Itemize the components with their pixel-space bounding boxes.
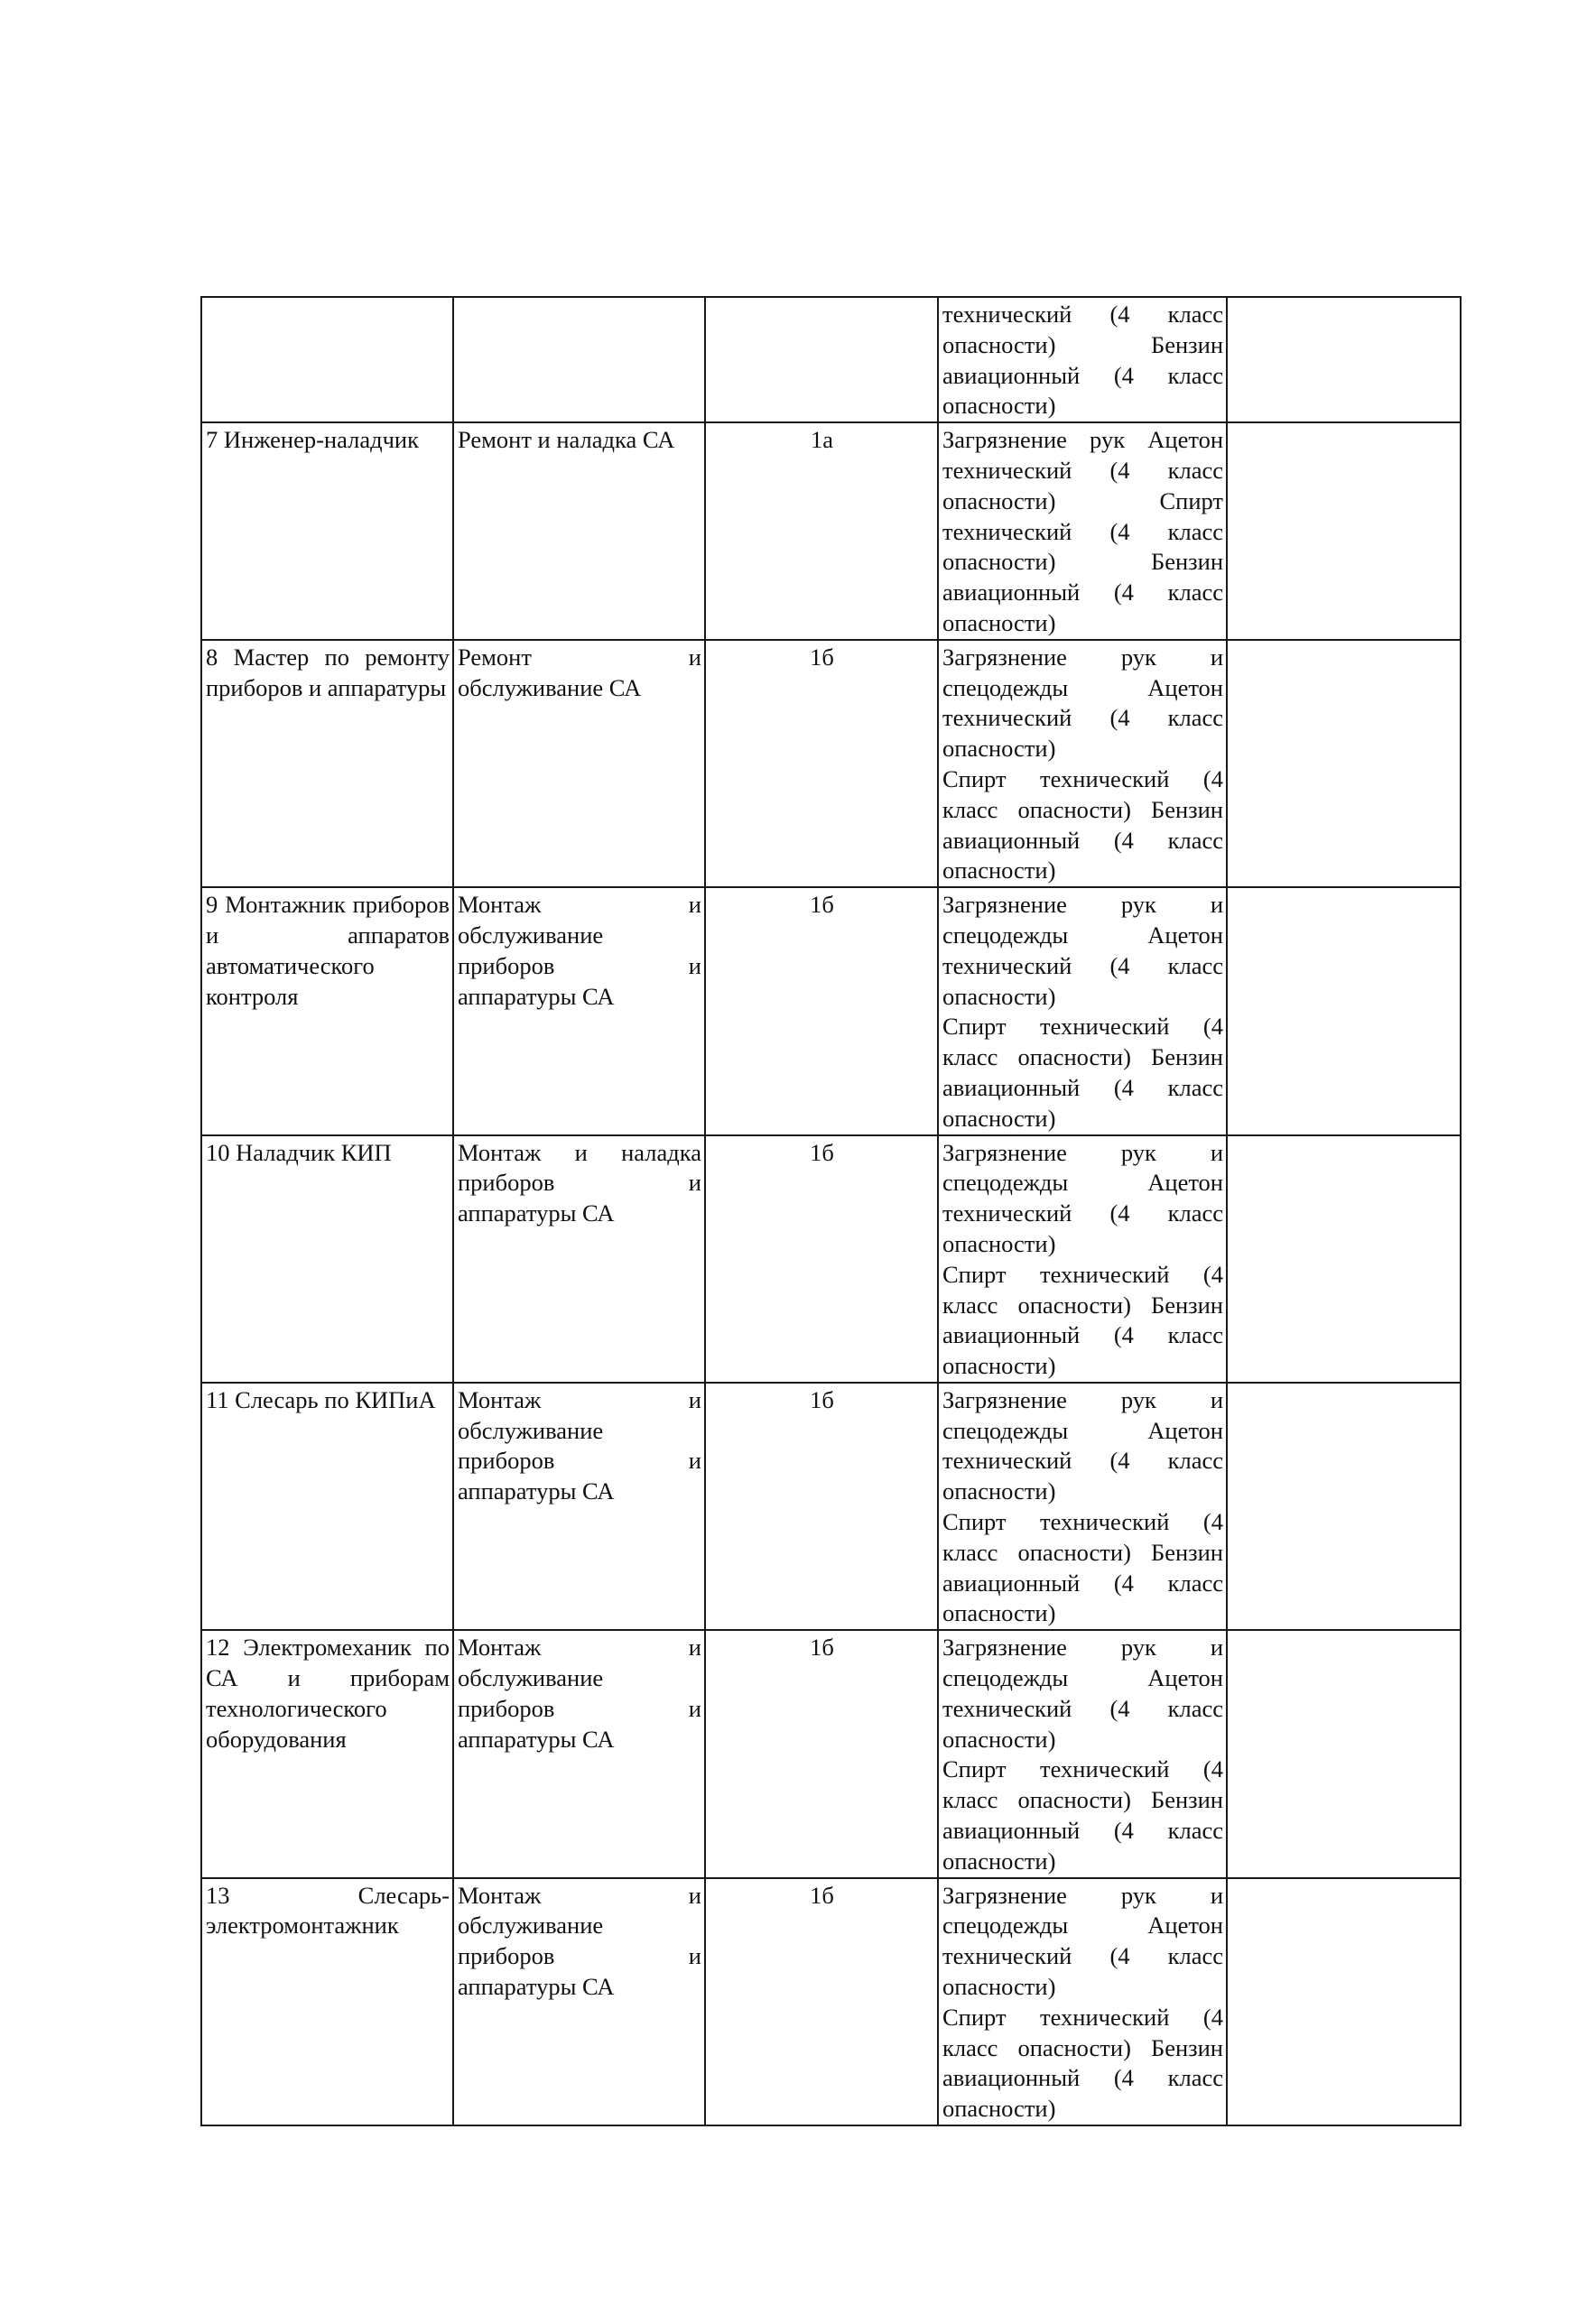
work-line: приборов и xyxy=(458,1694,701,1722)
factor-line: опасности) xyxy=(942,856,1056,884)
factor-line: опасности) xyxy=(942,1352,1056,1380)
work-cell xyxy=(453,1383,705,1630)
work-line: аппаратуры СА xyxy=(458,1725,615,1753)
work-line: приборов и xyxy=(458,1942,701,1970)
factor-line: технический (4 класс xyxy=(942,704,1223,732)
factor-line: спецодежды Ацетон xyxy=(942,1912,1223,1940)
factor-line: технический (4 класс xyxy=(942,1199,1223,1227)
profession-cell: 10 Наладчик КИП xyxy=(201,1135,453,1383)
factor-line: опасности) xyxy=(942,735,1056,763)
factor-line: технический (4 класс xyxy=(942,1447,1223,1475)
work-line: Монтаж и наладка xyxy=(458,1138,701,1166)
factor-line: авиационный (4 класс xyxy=(942,1569,1223,1597)
table-row xyxy=(201,887,1461,1134)
hazard-factors-cell xyxy=(938,1878,1227,2125)
factor-line: Спирт технический (4 xyxy=(942,1755,1223,1783)
work-line: обслуживание xyxy=(458,1664,604,1692)
factor-line: спецодежды Ацетон xyxy=(942,673,1223,701)
work-cell xyxy=(453,1135,705,1383)
factor-line: авиационный (4 класс xyxy=(942,579,1223,606)
work-line: Монтаж и xyxy=(458,1385,701,1413)
factor-line: опасности) xyxy=(942,1847,1056,1875)
table-row xyxy=(201,1135,1461,1383)
hazard-factors-cell xyxy=(938,422,1227,640)
work-cell xyxy=(453,887,705,1134)
factor-line: опасности) Бензин xyxy=(942,330,1223,358)
hazard-class-cell: 1б xyxy=(705,1630,938,1877)
factor-line: опасности) xyxy=(942,392,1056,420)
hazard-factors-cell xyxy=(938,1383,1227,1630)
factor-line: Спирт технический (4 xyxy=(942,764,1223,792)
factor-line: опасности) Спирт xyxy=(942,486,1223,514)
hazard-table xyxy=(200,296,1462,2126)
note-cell xyxy=(1227,1630,1461,1877)
factor-line: авиационный (4 класс xyxy=(942,2064,1223,2092)
note-cell xyxy=(1227,1878,1461,2125)
factor-line: опасности) xyxy=(942,1104,1056,1132)
factor-line: технический (4 класс xyxy=(942,951,1223,979)
factor-line: технический (4 класс xyxy=(942,456,1223,484)
work-line: обслуживание xyxy=(458,1416,604,1444)
table-row xyxy=(201,1630,1461,1877)
work-line: приборов и xyxy=(458,1447,701,1475)
work-line: Монтаж и xyxy=(458,1634,701,1662)
work-cell xyxy=(453,1878,705,2125)
table-row xyxy=(201,422,1461,640)
factor-line: спецодежды Ацетон xyxy=(942,921,1223,949)
factor-line: класс опасности) Бензин xyxy=(942,1291,1223,1319)
factor-line: класс опасности) Бензин xyxy=(942,2033,1223,2061)
factor-line: технический (4 класс xyxy=(942,1942,1223,1970)
factor-line: Спирт технический (4 xyxy=(942,1260,1223,1288)
profession-cell: 8 Мастер по ремонту приборов и аппаратуры xyxy=(201,640,453,887)
factor-line: технический (4 класс xyxy=(942,1694,1223,1722)
profession-cell: 7 Инженер-наладчик xyxy=(201,422,453,640)
work-cell xyxy=(453,297,705,422)
hazard-factors-cell xyxy=(938,887,1227,1134)
work-line: Ремонт и xyxy=(458,643,701,671)
factor-line: Спирт технический (4 xyxy=(942,1508,1223,1536)
factor-line: опасности) xyxy=(942,1725,1056,1753)
factor-line: опасности) xyxy=(942,608,1056,636)
hazard-class-cell: 1б xyxy=(705,1135,938,1383)
work-line: обслуживание xyxy=(458,921,604,949)
table-row xyxy=(201,1383,1461,1630)
work-line: приборов и xyxy=(458,1169,701,1197)
hazard-factors-cell xyxy=(938,640,1227,887)
factor-line: спецодежды Ацетон xyxy=(942,1169,1223,1197)
factor-line: Загрязнение рук Ацетон xyxy=(942,426,1223,454)
factor-line: Загрязнение рук и xyxy=(942,643,1223,671)
work-cell xyxy=(453,1630,705,1877)
work-line: аппаратуры СА xyxy=(458,1973,615,2001)
factor-line: Загрязнение рук и xyxy=(942,1385,1223,1413)
factor-line: класс опасности) Бензин xyxy=(942,1043,1223,1071)
note-cell xyxy=(1227,422,1461,640)
profession-cell: 9 Монтажник приборов и аппаратов автоматического контроля xyxy=(201,887,453,1134)
hazard-class-cell: 1б xyxy=(705,1878,938,2125)
factor-line: опасности) xyxy=(942,982,1056,1010)
hazard-table-body xyxy=(201,297,1461,2125)
factor-line: опасности) xyxy=(942,1599,1056,1627)
hazard-class-cell: 1б xyxy=(705,887,938,1134)
factor-line: класс опасности) Бензин xyxy=(942,1538,1223,1566)
factor-line: авиационный (4 класс xyxy=(942,1817,1223,1845)
note-cell xyxy=(1227,640,1461,887)
hazard-class-cell xyxy=(705,297,938,422)
table-row xyxy=(201,640,1461,887)
factor-line: Спирт технический (4 xyxy=(942,2003,1223,2031)
hazard-factors-cell xyxy=(938,1135,1227,1383)
factor-line: авиационный (4 класс xyxy=(942,1321,1223,1349)
note-cell xyxy=(1227,1135,1461,1383)
hazard-class-cell: 1б xyxy=(705,1383,938,1630)
factor-line: опасности) Бензин xyxy=(942,548,1223,576)
factor-line: опасности) xyxy=(942,2095,1056,2123)
factor-line: класс опасности) Бензин xyxy=(942,795,1223,823)
profession-cell: 11 Слесарь по КИПиА xyxy=(201,1383,453,1630)
factor-line: авиационный (4 класс xyxy=(942,826,1223,854)
factor-line: опасности) xyxy=(942,1973,1056,2001)
factor-line: Загрязнение рук и xyxy=(942,1138,1223,1166)
factor-line: технический (4 класс xyxy=(942,301,1223,328)
factor-line: Спирт технический (4 xyxy=(942,1013,1223,1041)
factor-line: спецодежды Ацетон xyxy=(942,1416,1223,1444)
table-row xyxy=(201,297,1461,422)
profession-cell: 12 Электромеханик по СА и приборам технологического оборудования xyxy=(201,1630,453,1877)
factor-line: класс опасности) Бензин xyxy=(942,1786,1223,1814)
factor-line: спецодежды Ацетон xyxy=(942,1664,1223,1692)
factor-line: авиационный (4 класс xyxy=(942,361,1223,389)
profession-cell: 13 Слесарь-электромонтажник xyxy=(201,1878,453,2125)
work-line: приборов и xyxy=(458,951,701,979)
note-cell xyxy=(1227,297,1461,422)
work-line: обслуживание СА xyxy=(458,673,642,701)
table-row xyxy=(201,1878,1461,2125)
work-line: Монтаж и xyxy=(458,1881,701,1909)
factor-line: Загрязнение рук и xyxy=(942,1634,1223,1662)
work-line: Ремонт и наладка СА xyxy=(458,426,675,454)
work-cell xyxy=(453,422,705,640)
work-cell xyxy=(453,640,705,887)
profession-cell xyxy=(201,297,453,422)
work-line: аппаратуры СА xyxy=(458,982,615,1010)
factor-line: опасности) xyxy=(942,1229,1056,1257)
factor-line: технический (4 класс xyxy=(942,517,1223,545)
hazard-class-cell: 1а xyxy=(705,422,938,640)
factor-line: Загрязнение рук и xyxy=(942,1881,1223,1909)
factor-line: опасности) xyxy=(942,1477,1056,1505)
hazard-class-cell: 1б xyxy=(705,640,938,887)
factor-line: авиационный (4 класс xyxy=(942,1073,1223,1101)
work-line: обслуживание xyxy=(458,1912,604,1940)
factor-line: Загрязнение рук и xyxy=(942,891,1223,919)
hazard-factors-cell xyxy=(938,1630,1227,1877)
note-cell xyxy=(1227,1383,1461,1630)
hazard-factors-cell xyxy=(938,297,1227,422)
work-line: аппаратуры СА xyxy=(458,1477,615,1505)
work-line: аппаратуры СА xyxy=(458,1199,615,1227)
work-line: Монтаж и xyxy=(458,891,701,919)
note-cell xyxy=(1227,887,1461,1134)
